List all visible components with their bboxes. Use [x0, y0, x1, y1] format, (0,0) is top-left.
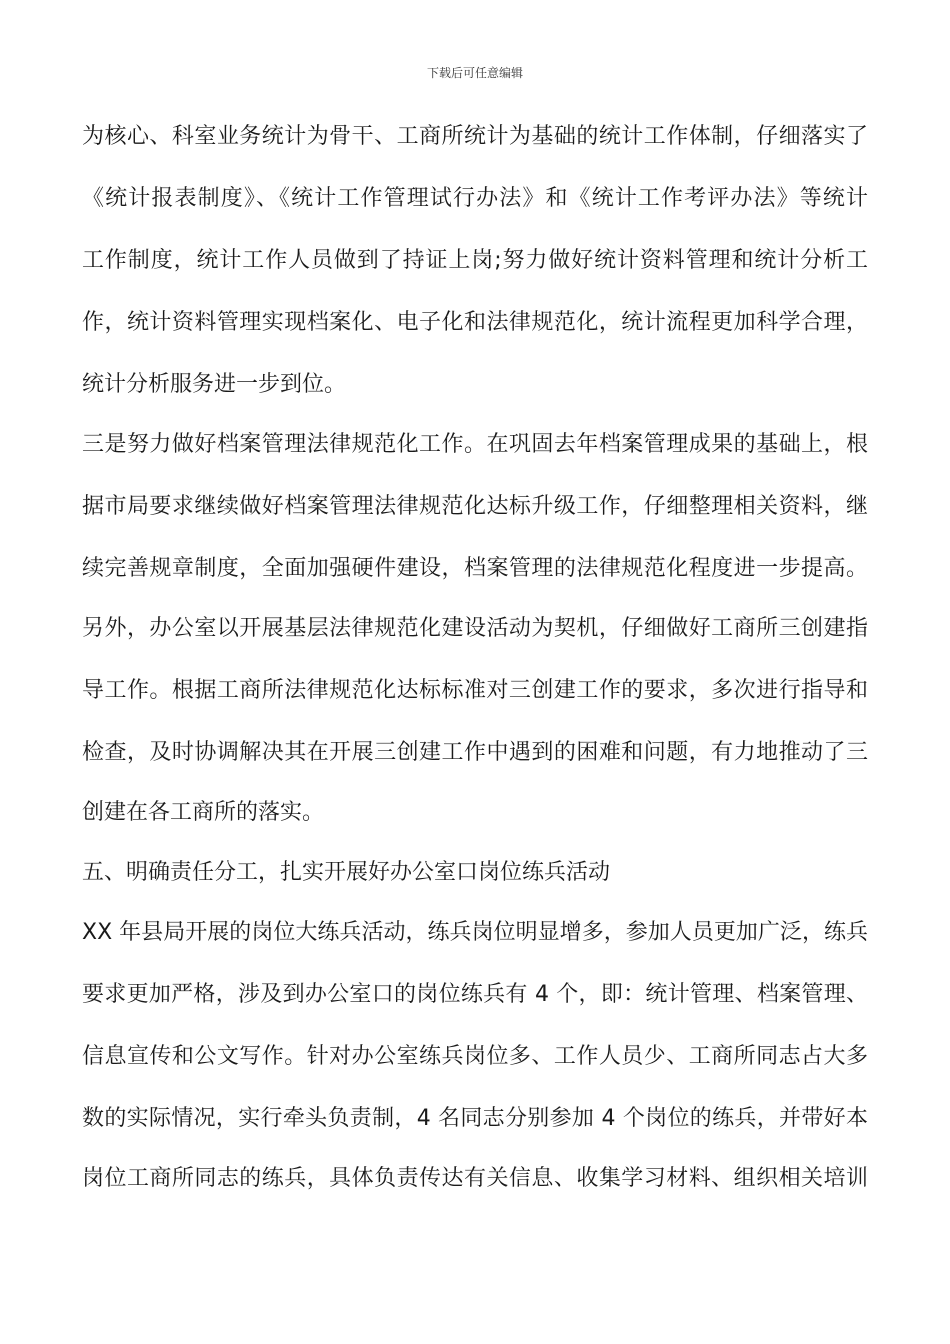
body-line: 作，统计资料管理实现档案化、电子化和法律规范化，统计流程更加科学合理，	[82, 310, 868, 335]
body-line: 创建在各工商所的落实。	[82, 800, 325, 825]
body-line: 续完善规章制度，全面加强硬件建设，档案管理的法律规范化程度进一步提高。	[82, 556, 868, 581]
body-line: 为核心、科室业务统计为骨干、工商所统计为基础的统计工作体制，仔细落实了	[82, 124, 868, 149]
body-line: 数的实际情况，实行牵头负责制，4 名同志分别参加 4 个岗位的练兵，并带好本	[82, 1106, 868, 1131]
body-line: 导工作。根据工商所法律规范化达标标准对三创建工作的要求，多次进行指导和	[82, 678, 868, 703]
body-line: 另外，办公室以开展基层法律规范化建设活动为契机，仔细做好工商所三创建指	[82, 616, 868, 641]
body-line: 据市局要求继续做好档案管理法律规范化达标升级工作，仔细整理相关资料，继	[82, 494, 868, 519]
body-line: 工作制度，统计工作人员做到了持证上岗;努力做好统计资料管理和统计分析工	[82, 248, 868, 273]
body-line: 要求更加严格，涉及到办公室口的岗位练兵有 4 个，即：统计管理、档案管理、	[82, 982, 868, 1007]
body-line: 《统计报表制度》、《统计工作管理试行办法》和《统计工作考评办法》等统计	[82, 186, 868, 211]
body-line: 检查，及时协调解决其在开展三创建工作中遇到的困难和问题，有力地推动了三	[82, 740, 868, 765]
body-line: 三是努力做好档案管理法律规范化工作。在巩固去年档案管理成果的基础上，根	[82, 432, 868, 457]
body-line: XX 年县局开展的岗位大练兵活动，练兵岗位明显增多，参加人员更加广泛，练兵	[82, 920, 868, 945]
page-header: 下载后可任意编辑	[426, 66, 523, 80]
body-line: 信息宣传和公文写作。针对办公室练兵岗位多、工作人员少、工商所同志占大多	[82, 1044, 868, 1069]
body-line: 岗位工商所同志的练兵，具体负责传达有关信息、收集学习材料、组织相关培训	[82, 1166, 868, 1191]
body-line: 统计分析服务进一步到位。	[82, 372, 347, 397]
section-heading: 五、明确责任分工，扎实开展好办公室口岗位练兵活动	[82, 860, 611, 885]
